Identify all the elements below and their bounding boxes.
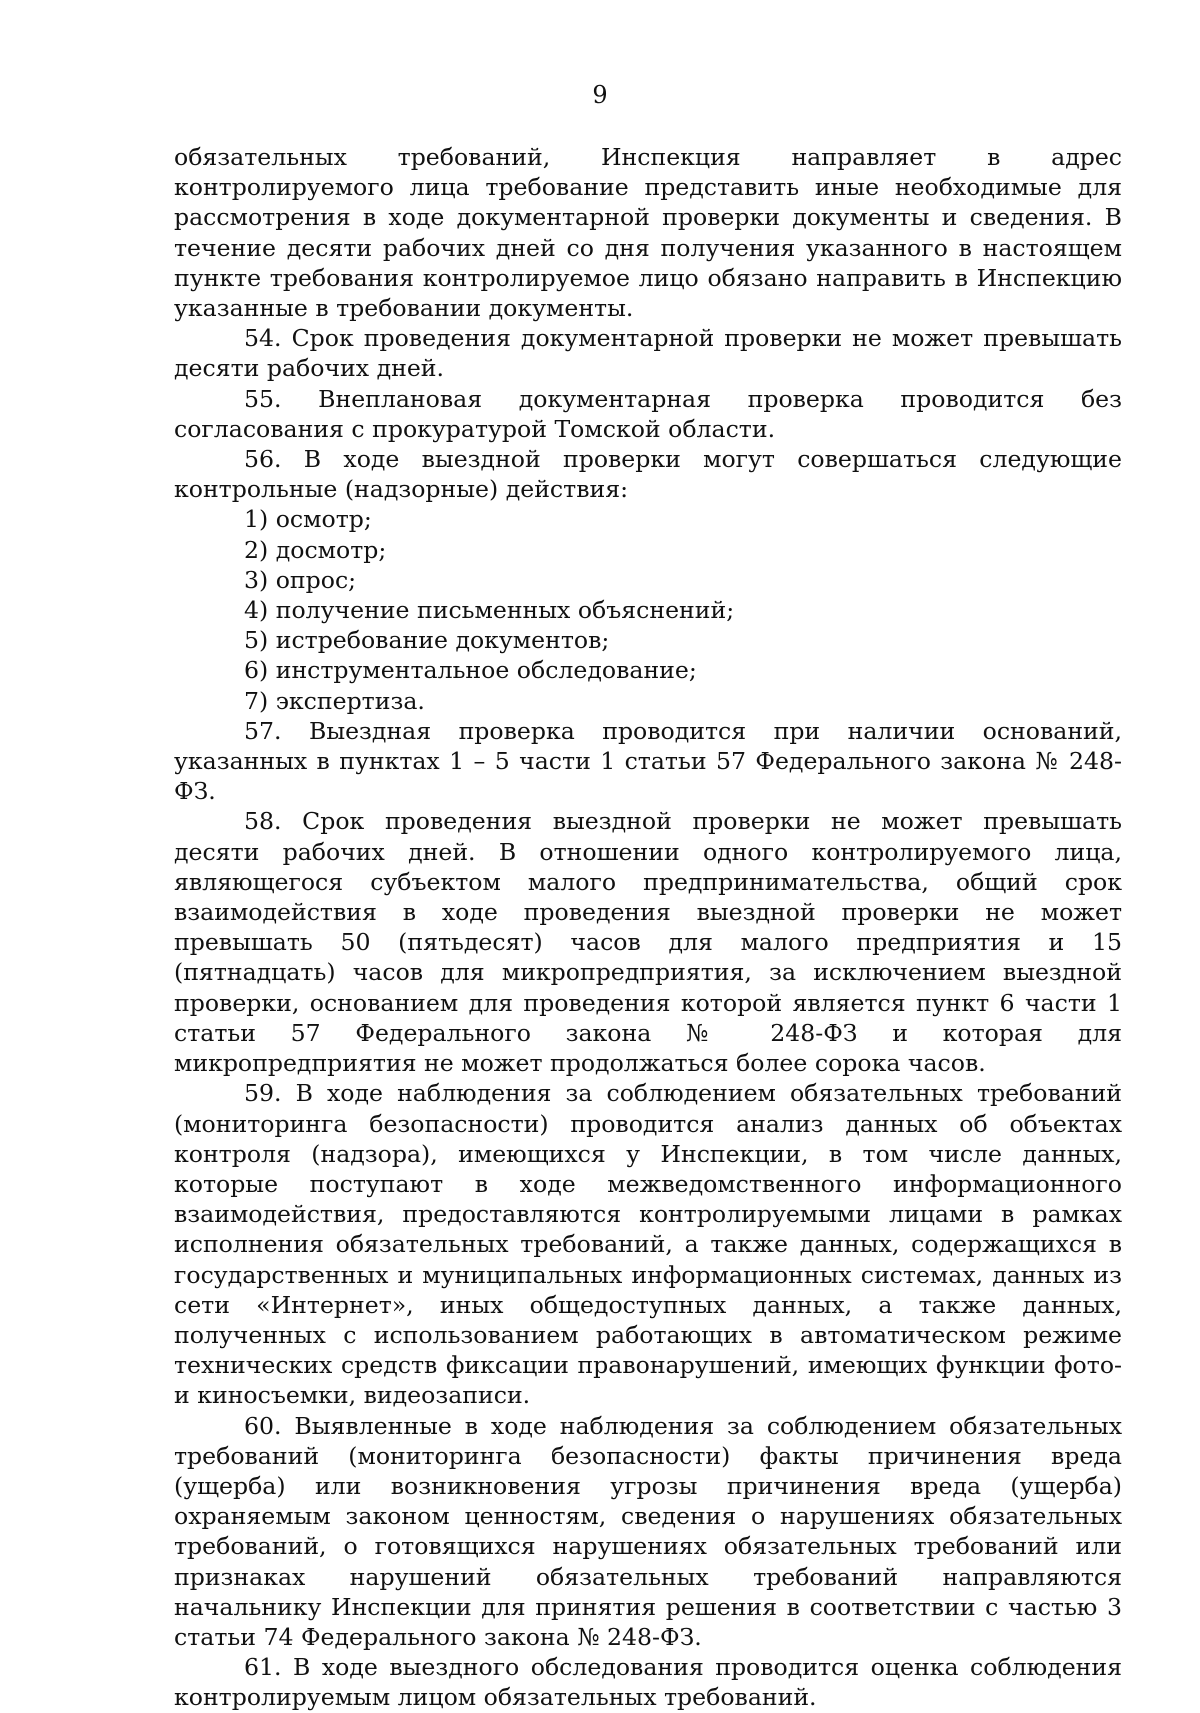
paragraph-61: 61. В ходе выездного обследования проводится оценка соблюдения контролируемым лицом обязательных требований. [174, 1653, 1122, 1712]
list-item: 6) инструментальное обследование; [244, 656, 697, 685]
page-number: 9 [592, 81, 608, 109]
document-body [174, 142, 1122, 1713]
list-item: 2) досмотр; [244, 535, 387, 564]
list-item: 1) осмотр; [244, 505, 372, 534]
list-item: 4) получение письменных объяснений; [244, 596, 735, 625]
paragraph-59: 59. В ходе наблюдения за соблюдением обязательных требований (мониторинга безопасности) проводится анализ данных об объектах контроля (надзора), имеющихся у Инспекции, в том числе данных, которые поступают в ходе межведомственного информационного взаимодействия, предоставляются контролируемыми лицами в рамках исполнения обязательных требований, а также данных, содержащихся в государственных и муниципальных информационных системах, данных из сети «Интернет», иных общедоступных данных, а также данных, полученных с использованием работающих в автоматическом режиме технических средств фиксации правонарушений, имеющих функции фото- и киносъемки, видеозаписи. [174, 1079, 1122, 1410]
list-item: 3) опрос; [244, 565, 357, 594]
control-actions-list [174, 504, 1122, 715]
paragraph-continuation: обязательных требований, Инспекция направляет в адрес контролируемого лица требование представить иные необходимые для рассмотрения в ходе документарной проверки документы и сведения. В течение десяти рабочих дней со дня получения указанного в настоящем пункте требования контролируемое лицо обязано направить в Инспекцию указанные в требовании документы. [174, 143, 1122, 323]
paragraph-60: 60. Выявленные в ходе наблюдения за соблюдением обязательных требований (мониторинга безопасности) факты причинения вреда (ущерба) или возникновения угрозы причинения вреда (ущерба) охраняемым законом ценностям, сведения о нарушениях обязательных требований, о готовящихся нарушениях обязательных требований или признаках нарушений обязательных требований направляются начальнику Инспекции для принятия решения в соответствии с частью 3 статьи 74 Федерального закона № 248-ФЗ. [174, 1411, 1122, 1651]
list-item: 5) истребование документов; [244, 626, 610, 655]
paragraph-56: 56. В ходе выездной проверки могут совершаться следующие контрольные (надзорные) действия: [174, 445, 1122, 504]
paragraph-58: 58. Срок проведения выездной проверки не может превышать десяти рабочих дней. В отношении одного контролируемого лица, являющегося субъектом малого предпринимательства, общий срок взаимодействия в ходе проведения выездной проверки не может превышать 50 (пятьдесят) часов для малого предприятия и 15 (пятнадцать) часов для микропредприятия, за исключением выездной проверки, основанием для проведения которой является пункт 6 части 1 статьи 57 Федерального закона № 248-ФЗ и которая для микропредприятия не может продолжаться более сорока часов. [174, 807, 1122, 1078]
paragraph-55: 55. Внеплановая документарная проверка проводится без согласования с прокуратурой Томской области. [174, 384, 1122, 443]
list-item: 7) экспертиза. [244, 686, 425, 715]
paragraph-54: 54. Срок проведения документарной проверки не может превышать десяти рабочих дней. [174, 324, 1122, 383]
paragraph-57: 57. Выездная проверка проводится при наличии оснований, указанных в пунктах 1 – 5 части 1 статьи 57 Федерального закона № 248-ФЗ. [174, 716, 1122, 806]
